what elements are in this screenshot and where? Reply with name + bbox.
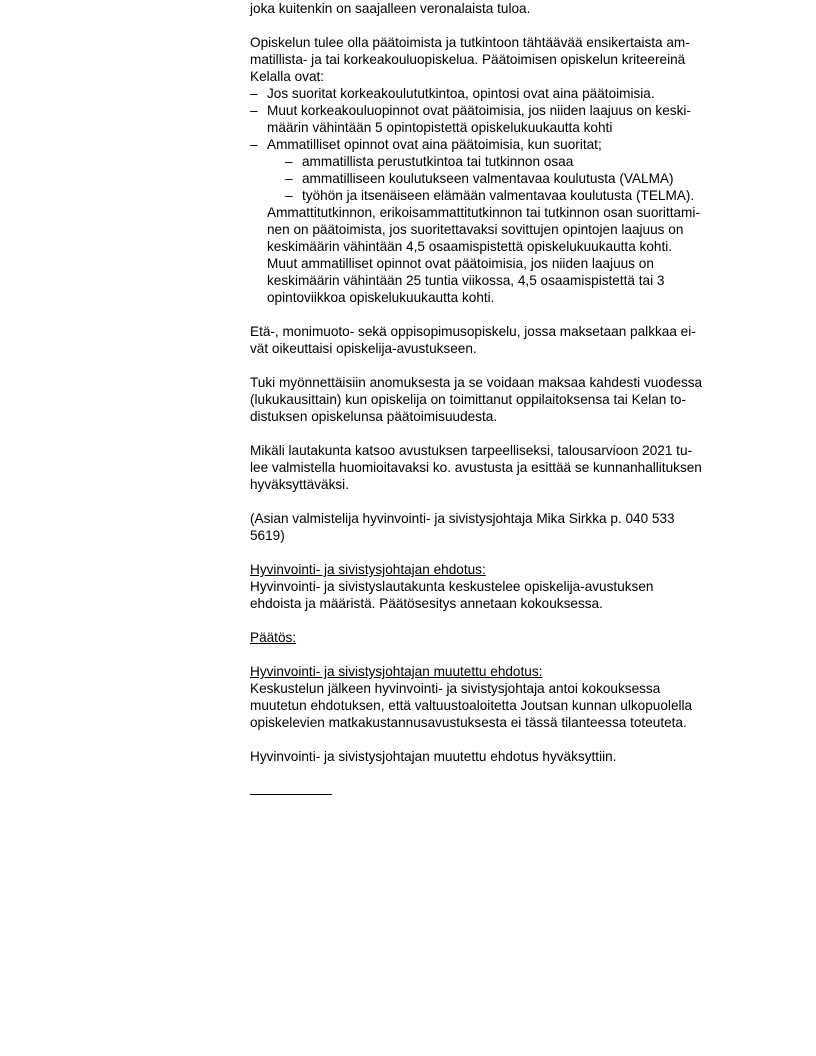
criteria-sublist-item — [250, 170, 760, 187]
budget-text: lee valmistella huomioitavaksi ko. avustusta ja esittää se kunnanhallituksen — [250, 460, 702, 475]
criteria-sublist-item — [250, 153, 760, 170]
dash-bullet: – — [285, 154, 293, 169]
criteria-list-item-text: Jos suoritat korkeakoulututkintoa, opintosi ovat aina päätoimisia. — [267, 86, 655, 101]
decision-heading-text: Päätös: — [250, 630, 297, 645]
criteria-note: keskimäärin vähintään 4,5 osaamispistettä opiskelukuukautta kohti. — [267, 239, 673, 254]
intro-line: joka kuitenkin on saajalleen veronalaista tuloa. — [250, 1, 531, 16]
criteria-note: Muut ammatilliset opinnot ovat päätoimisia, jos niiden laajuus on — [267, 256, 654, 271]
dash-bullet: – — [250, 103, 258, 118]
amended-proposal-text: Keskustelun jälkeen hyvinvointi- ja sivistysjohtaja antoi kokouksessa — [250, 681, 661, 696]
criteria-note: Ammattitutkinnon, erikoisammattitutkinnon tai tutkinnon osan suorittami- — [267, 205, 700, 220]
amended-proposal-heading — [250, 663, 760, 680]
preparer-text: (Asian valmistelija hyvinvointi- ja sivistysjohtaja Mika Sirkka p. 040 533 — [250, 511, 675, 526]
payment-text: distuksen opiskelunsa päätoimisuudesta. — [250, 409, 498, 424]
preparer-text: 5619) — [250, 528, 285, 543]
criteria-text: Kelalla ovat: — [250, 69, 325, 84]
criteria-list-item — [250, 85, 760, 102]
payment-text: Tuki myönnettäisiin anomuksesta ja se voidaan maksaa kahdesti vuodessa — [250, 375, 703, 390]
criteria-sublist-item-text: ammatillista perustutkintoa tai tutkinnon osaa — [302, 154, 574, 169]
amended-proposal-text: opiskelevien matkakustannusavustuksesta ei tässä tilanteessa toteuteta. — [250, 715, 687, 730]
criteria-list-item — [250, 136, 760, 153]
proposal-heading — [250, 561, 760, 578]
decision-heading — [250, 629, 760, 646]
criteria-note: keskimäärin vähintään 25 tuntia viikossa, 4,5 osaamispistettä tai 3 — [267, 273, 665, 288]
dash-bullet: – — [250, 137, 258, 152]
proposal-text: ehdoista ja määristä. Päätösesitys annetaan kokouksessa. — [250, 596, 603, 611]
criteria-sublist-item-text: ammatilliseen koulutukseen valmentavaa koulutusta (VALMA) — [302, 171, 674, 186]
document-body — [250, 0, 760, 795]
criteria-list-item-text: Ammatilliset opinnot ovat aina päätoimisia, kun suoritat; — [267, 137, 602, 152]
proposal-heading-text: Hyvinvointi- ja sivistysjohtajan ehdotus: — [250, 562, 486, 577]
criteria-note: opintoviikkoa opiskelukuukautta kohti. — [267, 290, 495, 305]
criteria-list-item — [250, 102, 760, 119]
amended-proposal-text: muutetun ehdotuksen, että valtuustoaloitetta Joutsan kunnan ulkopuolella — [250, 698, 693, 713]
budget-text: Mikäli lautakunta katsoo avustuksen tarpeelliseksi, talousarvioon 2021 tu- — [250, 443, 693, 458]
dash-bullet: – — [285, 188, 293, 203]
budget-text: hyväksyttäväksi. — [250, 477, 349, 492]
criteria-text: Opiskelun tulee olla päätoimista ja tutkintoon tähtäävää ensikertaista am- — [250, 35, 690, 50]
criteria-text: matillista- ja tai korkeakouluopiskelua. Päätoimisen opiskelun kriteereinä — [250, 52, 686, 67]
criteria-list-item-text: Muut korkeakouluopinnot ovat päätoimisia, jos niiden laajuus on keski- — [267, 103, 691, 118]
proposal-text: Hyvinvointi- ja sivistyslautakunta keskustelee opiskelija-avustuksen — [250, 579, 654, 594]
payment-text: (lukukausittain) kun opiskelija on toimittanut oppilaitoksensa tai Kelan to- — [250, 392, 686, 407]
criteria-sublist-item-text: työhön ja itsenäiseen elämään valmentavaa koulutusta (TELMA). — [302, 188, 695, 203]
approval-text: Hyvinvointi- ja sivistysjohtajan muutettu ehdotus hyväksyttiin. — [250, 749, 617, 764]
amended-proposal-heading-text: Hyvinvointi- ja sivistysjohtajan muutettu ehdotus: — [250, 664, 543, 679]
criteria-list-item-continuation: määrin vähintään 5 opintopistettä opiskelukuukautta kohti — [267, 120, 613, 135]
distance-learning-text: Etä-, monimuoto- sekä oppisopimusopiskelu, jossa maksetaan palkkaa ei- — [250, 324, 696, 339]
criteria-note: nen on päätoimista, jos suoritettavaksi sovittujen opintojen laajuus on — [267, 222, 684, 237]
criteria-sublist-item — [250, 187, 760, 204]
distance-learning-text: vät oikeuttaisi opiskelija-avustukseen. — [250, 341, 477, 356]
dash-bullet: – — [285, 171, 293, 186]
dash-bullet: – — [250, 86, 258, 101]
closing-rule — [250, 794, 332, 795]
